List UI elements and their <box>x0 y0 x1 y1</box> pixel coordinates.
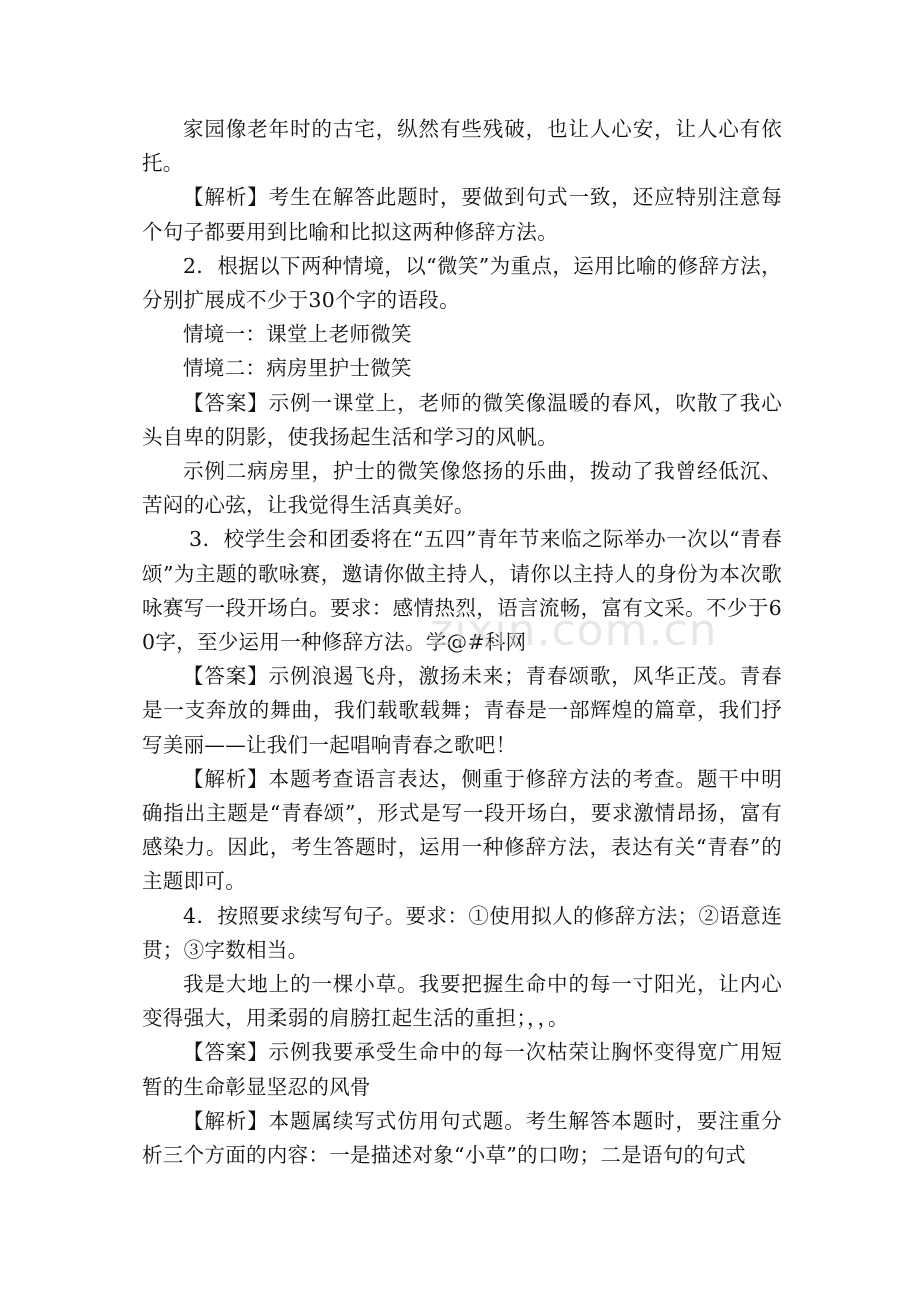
paragraph-ancient-house: 家园像老年时的古宅，纵然有些残破，也让人心安，让人心有依托。 <box>142 117 782 176</box>
paragraph-question-4: 4．按照要求续写句子。要求：①使用拟人的修辞方法；②语意连贯；③字数相当。 <box>142 903 782 962</box>
paragraph-answer-2a: 【答案】示例一课堂上，老师的微笑像温暖的春风，吹散了我心头自卑的阴影，使我扬起生活和学习的风帆。 <box>142 390 782 449</box>
paragraph-answer-3: 【答案】示例浪遏飞舟，激扬未来；青春颂歌，风华正茂。青春是一支奔放的舞曲，我们载歌载舞；青春是一部辉煌的篇章，我们抒写美丽——让我们一起唱响青春之歌吧！ <box>142 664 782 757</box>
paragraph-scenario-1: 情境一：课堂上老师微笑 <box>183 322 412 347</box>
paragraph-question-2: 2．根据以下两种情境，以“微笑”为重点，运用比喻的修辞方法，分别扩展成不少于30个字的语段。 <box>142 253 782 313</box>
paragraph-grass-prompt: 我是大地上的一棵小草。我要把握生命中的每一寸阳光，让内心变得强大，用柔弱的肩膀扛起生活的重担；，，。 <box>142 972 782 1031</box>
paragraph-analysis-3: 【解析】本题考查语言表达，侧重于修辞方法的考查。题干中明确指出主题是“青春颂”，形式是写一段开场白，要求激情昂扬，富有感染力。因此，考生答题时，运用一种修辞方法，表达有关“青春”的主题即可。 <box>142 766 782 894</box>
paragraph-answer-2b: 示例二病房里，护士的微笑像悠扬的乐曲，拨动了我曾经低沉、苦闷的心弦，让我觉得生活真美好。 <box>142 459 782 518</box>
paragraph-scenario-2: 情境二：病房里护士微笑 <box>183 356 412 381</box>
site-watermark: zixin.com.cn <box>430 605 718 656</box>
paragraph-analysis-4: 【解析】本题属续写式仿用句式题。考生解答本题时，要注重分析三个方面的内容：一是描述对象“小草”的口吻；二是语句的句式 <box>142 1108 782 1168</box>
paragraph-analysis-1: 【解析】考生在解答此题时，要做到句式一致，还应特别注意每个句子都要用到比喻和比拟这两种修辞方法。 <box>142 185 782 244</box>
paragraph-answer-4: 【答案】示例我要承受生命中的每一次枯荣让胸怀变得宽广用短暂的生命彰显坚忍的风骨 <box>142 1040 782 1099</box>
paragraph-question-3: 3．校学生会和团委将在“五四”青年节来临之际举办一次以“青春颂”为主题的歌咏赛，邀请你做主持人，请你以主持人的身份为本次歌咏赛写一段开场白。要求：感情热烈，语言流畅，富有文采。不少于60字，至少运用一种修辞方法。学@#科网 <box>142 527 782 655</box>
document-body <box>142 112 782 1172</box>
